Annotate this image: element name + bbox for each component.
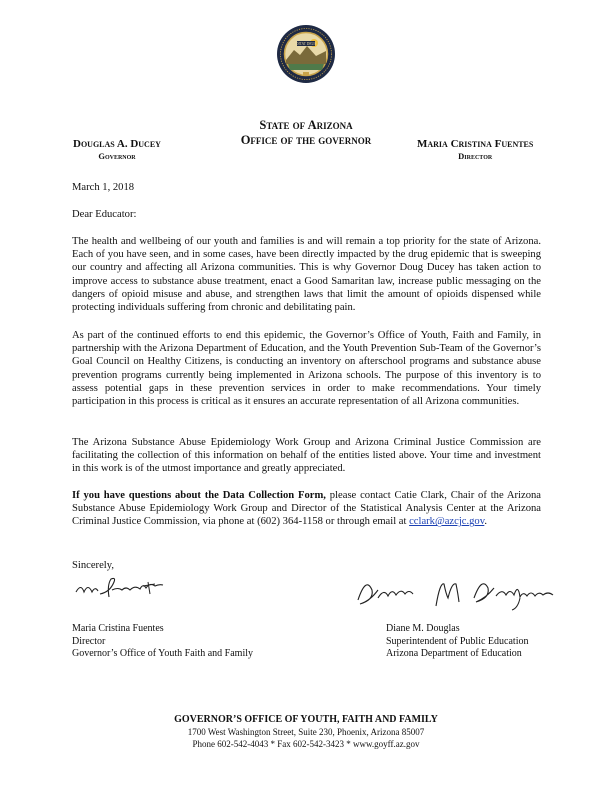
douglas-signature — [350, 572, 580, 616]
signer-right — [386, 623, 576, 661]
svg-text:DITAT DEUS: DITAT DEUS — [295, 42, 317, 46]
signer-right-name: Diane M. Douglas — [386, 623, 460, 634]
email-link[interactable]: cclark@azcjc.gov — [409, 516, 485, 528]
governor-name: Douglas A. Ducey — [73, 138, 161, 150]
director-block — [417, 138, 533, 162]
governor-block — [73, 138, 161, 162]
director-title: Director — [458, 151, 493, 161]
office-name: Office of the governor — [240, 133, 372, 147]
signer-right-title: Superintendent of Public Education — [386, 635, 529, 647]
footer-address: 1700 West Washington Street, Suite 230, Phoenix, Arizona 85007 — [187, 727, 425, 737]
footer-org: GOVERNOR’S OFFICE OF YOUTH, FAITH AND FAMILY — [174, 714, 438, 725]
state-name: State of Arizona — [259, 118, 353, 132]
signer-left-title: Director — [72, 635, 106, 647]
governor-title: Governor — [98, 151, 136, 161]
letter-date: March 1, 2018 — [72, 182, 135, 193]
paragraph-1: The health and wellbeing of our youth and families is and will remain a top priority for the state of Arizona. Each of you have seen, and in some cases, have been directly impacted by the drug epidemic that is sweeping our country and affecting all Arizona communities. This is why Governor Doug Ducey has taken action to improve access to substance abuse treatment, enact a Good Samaritan law, increase public messaging on the dangers of opioid misuse and abuse, and strengthen laws that limit the amount of opioids dispensed while protecting individuals suffering from chronic and debilitating pain. — [72, 236, 541, 314]
closing: Sincerely, — [72, 560, 114, 571]
letterhead-office — [206, 118, 406, 148]
arizona-state-seal-icon — [276, 24, 336, 84]
signer-left-name: Maria Cristina Fuentes — [72, 623, 164, 634]
footer — [150, 714, 462, 750]
paragraph-2: As part of the continued efforts to end this epidemic, the Governor’s Office of Youth, Faith and Family, in partnership with the Arizona Department of Education, and the Youth Prevention Sub-Team of the Governor’s Goal Council on Healthy Citizens, is conducting an inventory on afterschool programs and substance abuse prevention programs currently being implemented in Arizona schools. The purpose of this inventory is to assess potential gaps in these prevention services in order to make recommendations. Your timely participation in this process is critical as it ensures an accurate representation of all Arizona communities. — [72, 330, 541, 408]
signer-right-org: Arizona Department of Education — [386, 648, 522, 659]
questions-text: please contact Catie Clark, Chair of the Arizona Substance Abuse Epidemiology Work Group and Director of the Statistical Analysis Center at the Arizona Criminal Justice Commission, via phone at (602) 364-1158 or through email at — [72, 490, 542, 528]
paragraph-3: The Arizona Substance Abuse Epidemiology Work Group and Arizona Criminal Justice Commission are facilitating the collection of this information on behalf of the entities listed above. Your time and investment in this work is of the utmost importance and greatly appreciated. — [72, 437, 541, 475]
fuentes-signature — [72, 570, 212, 606]
questions-end: . — [484, 516, 487, 528]
director-name: Maria Cristina Fuentes — [417, 138, 534, 150]
questions-paragraph — [72, 489, 541, 529]
signer-left-org: Governor’s Office of Youth Faith and Family — [72, 648, 254, 659]
footer-contact: Phone 602-542-4043 * Fax 602-542-3423 * www.goyff.az.gov — [192, 739, 420, 749]
questions-lead: If you have questions about the Data Collection Form, — [72, 490, 326, 501]
salutation: Dear Educator: — [72, 209, 137, 220]
signer-left — [72, 623, 302, 661]
